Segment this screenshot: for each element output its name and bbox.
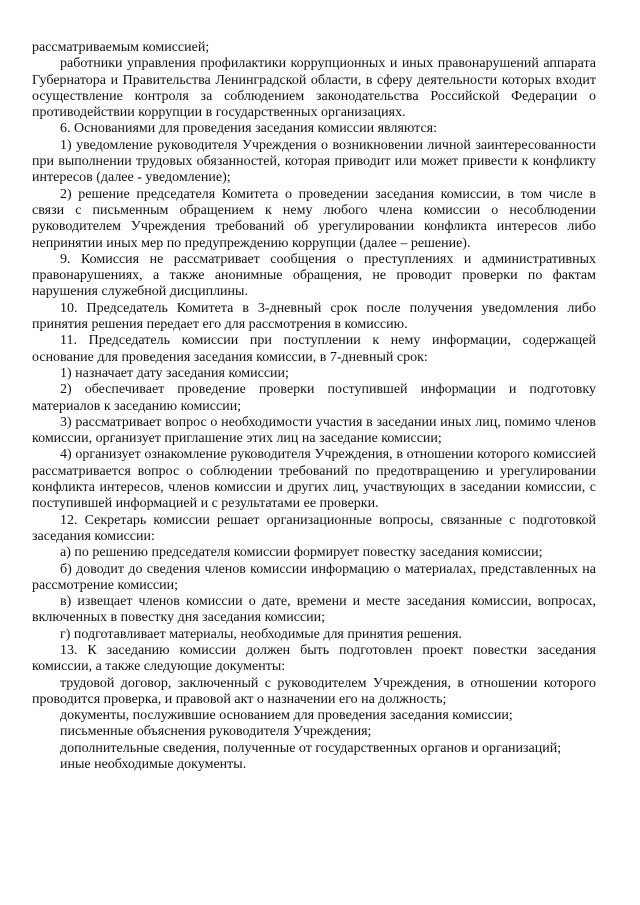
paragraph-6-item-1: 1) уведомление руководителя Учреждения о возникновении личной заинтересованности при выполнении трудовых обязанностей, которая приводит или может привести к конфликту интересов (далее - уведомление);: [32, 137, 596, 186]
paragraph-11-item-2: 2) обеспечивает проведение проверки поступившей информации и подготовку материалов к заседанию комиссии;: [32, 382, 596, 414]
document-page: [32, 40, 596, 773]
paragraph-11-item-3: 3) рассматривает вопрос о необходимости участия в заседании иных лиц, помимо членов комиссии, организует приглашение этих лиц на заседание комиссии;: [32, 414, 596, 447]
paragraph-12-heading: 12. Секретарь комиссии решает организационные вопросы, связанные с подготовкой заседания комиссии:: [32, 512, 596, 544]
paragraph-11-item-4: 4) организует ознакомление руководителя Учреждения, в отношении которого комиссией рассматривается вопрос о соблюдении требований по предотвращению и урегулировании конфликта интересов, членов комиссии и других лиц, участвующих в заседании комиссии, с поступившей информацией и с результатами ее проверки.: [32, 447, 596, 512]
paragraph-6-heading: 6. Основаниями для проведения заседания комиссии являются:: [60, 121, 437, 137]
paragraph-13-doc-explanations: письменные объяснения руководителя Учреждения;: [60, 724, 372, 740]
paragraph-10: 10. Председатель Комитета в 3-дневный срок после получения уведомления либо принятия решения передает его для рассмотрения в комиссию.: [32, 300, 596, 333]
paragraph-13-doc-basis: документы, послужившие основанием для проведения заседания комиссии;: [60, 708, 513, 724]
paragraph-12-item-v: в) извещает членов комиссии о дате, времени и месте заседания комиссии, вопросах, включенных в повестку дня заседания комиссии;: [32, 594, 596, 626]
paragraph-13-heading: 13. К заседанию комиссии должен быть подготовлен проект повестки заседания комиссии, а также следующие документы:: [32, 642, 596, 675]
paragraph-staff-anticorruption: работники управления профилактики коррупционных и иных правонарушений аппарата Губернатора и Правительства Ленинградской области, в сферу деятельности которых входит осуществление контроля за соблюдением законодательства Российской Федерации о противодействии коррупции в государственных организациях.: [32, 56, 596, 121]
paragraph-13-doc-contract: трудовой договор, заключенный с руководителем Учреждения, в отношении которого проводится проверка, и правовой акт о назначении его на должность;: [32, 675, 596, 707]
paragraph-11-item-1: 1) назначает дату заседания комиссии;: [60, 365, 289, 381]
paragraph-6-item-2: 2) решение председателя Комитета о проведении заседания комиссии, в том числе в связи с письменным обращением к нему любого члена комиссии о несоблюдении руководителем Учреждения требований об урегулировании конфликта интересов либо непринятии иных мер по предупреждению коррупции (далее – решение).: [32, 186, 596, 251]
paragraph-13-doc-other: иные необходимые документы.: [60, 757, 247, 773]
paragraph-11-heading: 11. Председатель комиссии при поступлении к нему информации, содержащей основание для проведения заседания комиссии, в 7-дневный срок:: [32, 333, 596, 365]
paragraph-13-doc-additional: дополнительные сведения, полученные от государственных органов и организаций;: [60, 740, 562, 756]
paragraph-12-item-a: а) по решению председателя комиссии формирует повестку заседания комиссии;: [60, 545, 543, 561]
paragraph-continuation: рассматриваемым комиссией;: [32, 40, 210, 55]
paragraph-12-item-g: г) подготавливает материалы, необходимые для принятия решения.: [60, 626, 462, 642]
paragraph-12-item-b: б) доводит до сведения членов комиссии информацию о материалах, представленных на рассмотрение комиссии;: [32, 561, 596, 593]
paragraph-9: 9. Комиссия не рассматривает сообщения о преступлениях и административных правонарушениях, а также анонимные обращения, не проводит проверки по фактам нарушения служебной дисциплины.: [32, 251, 596, 300]
